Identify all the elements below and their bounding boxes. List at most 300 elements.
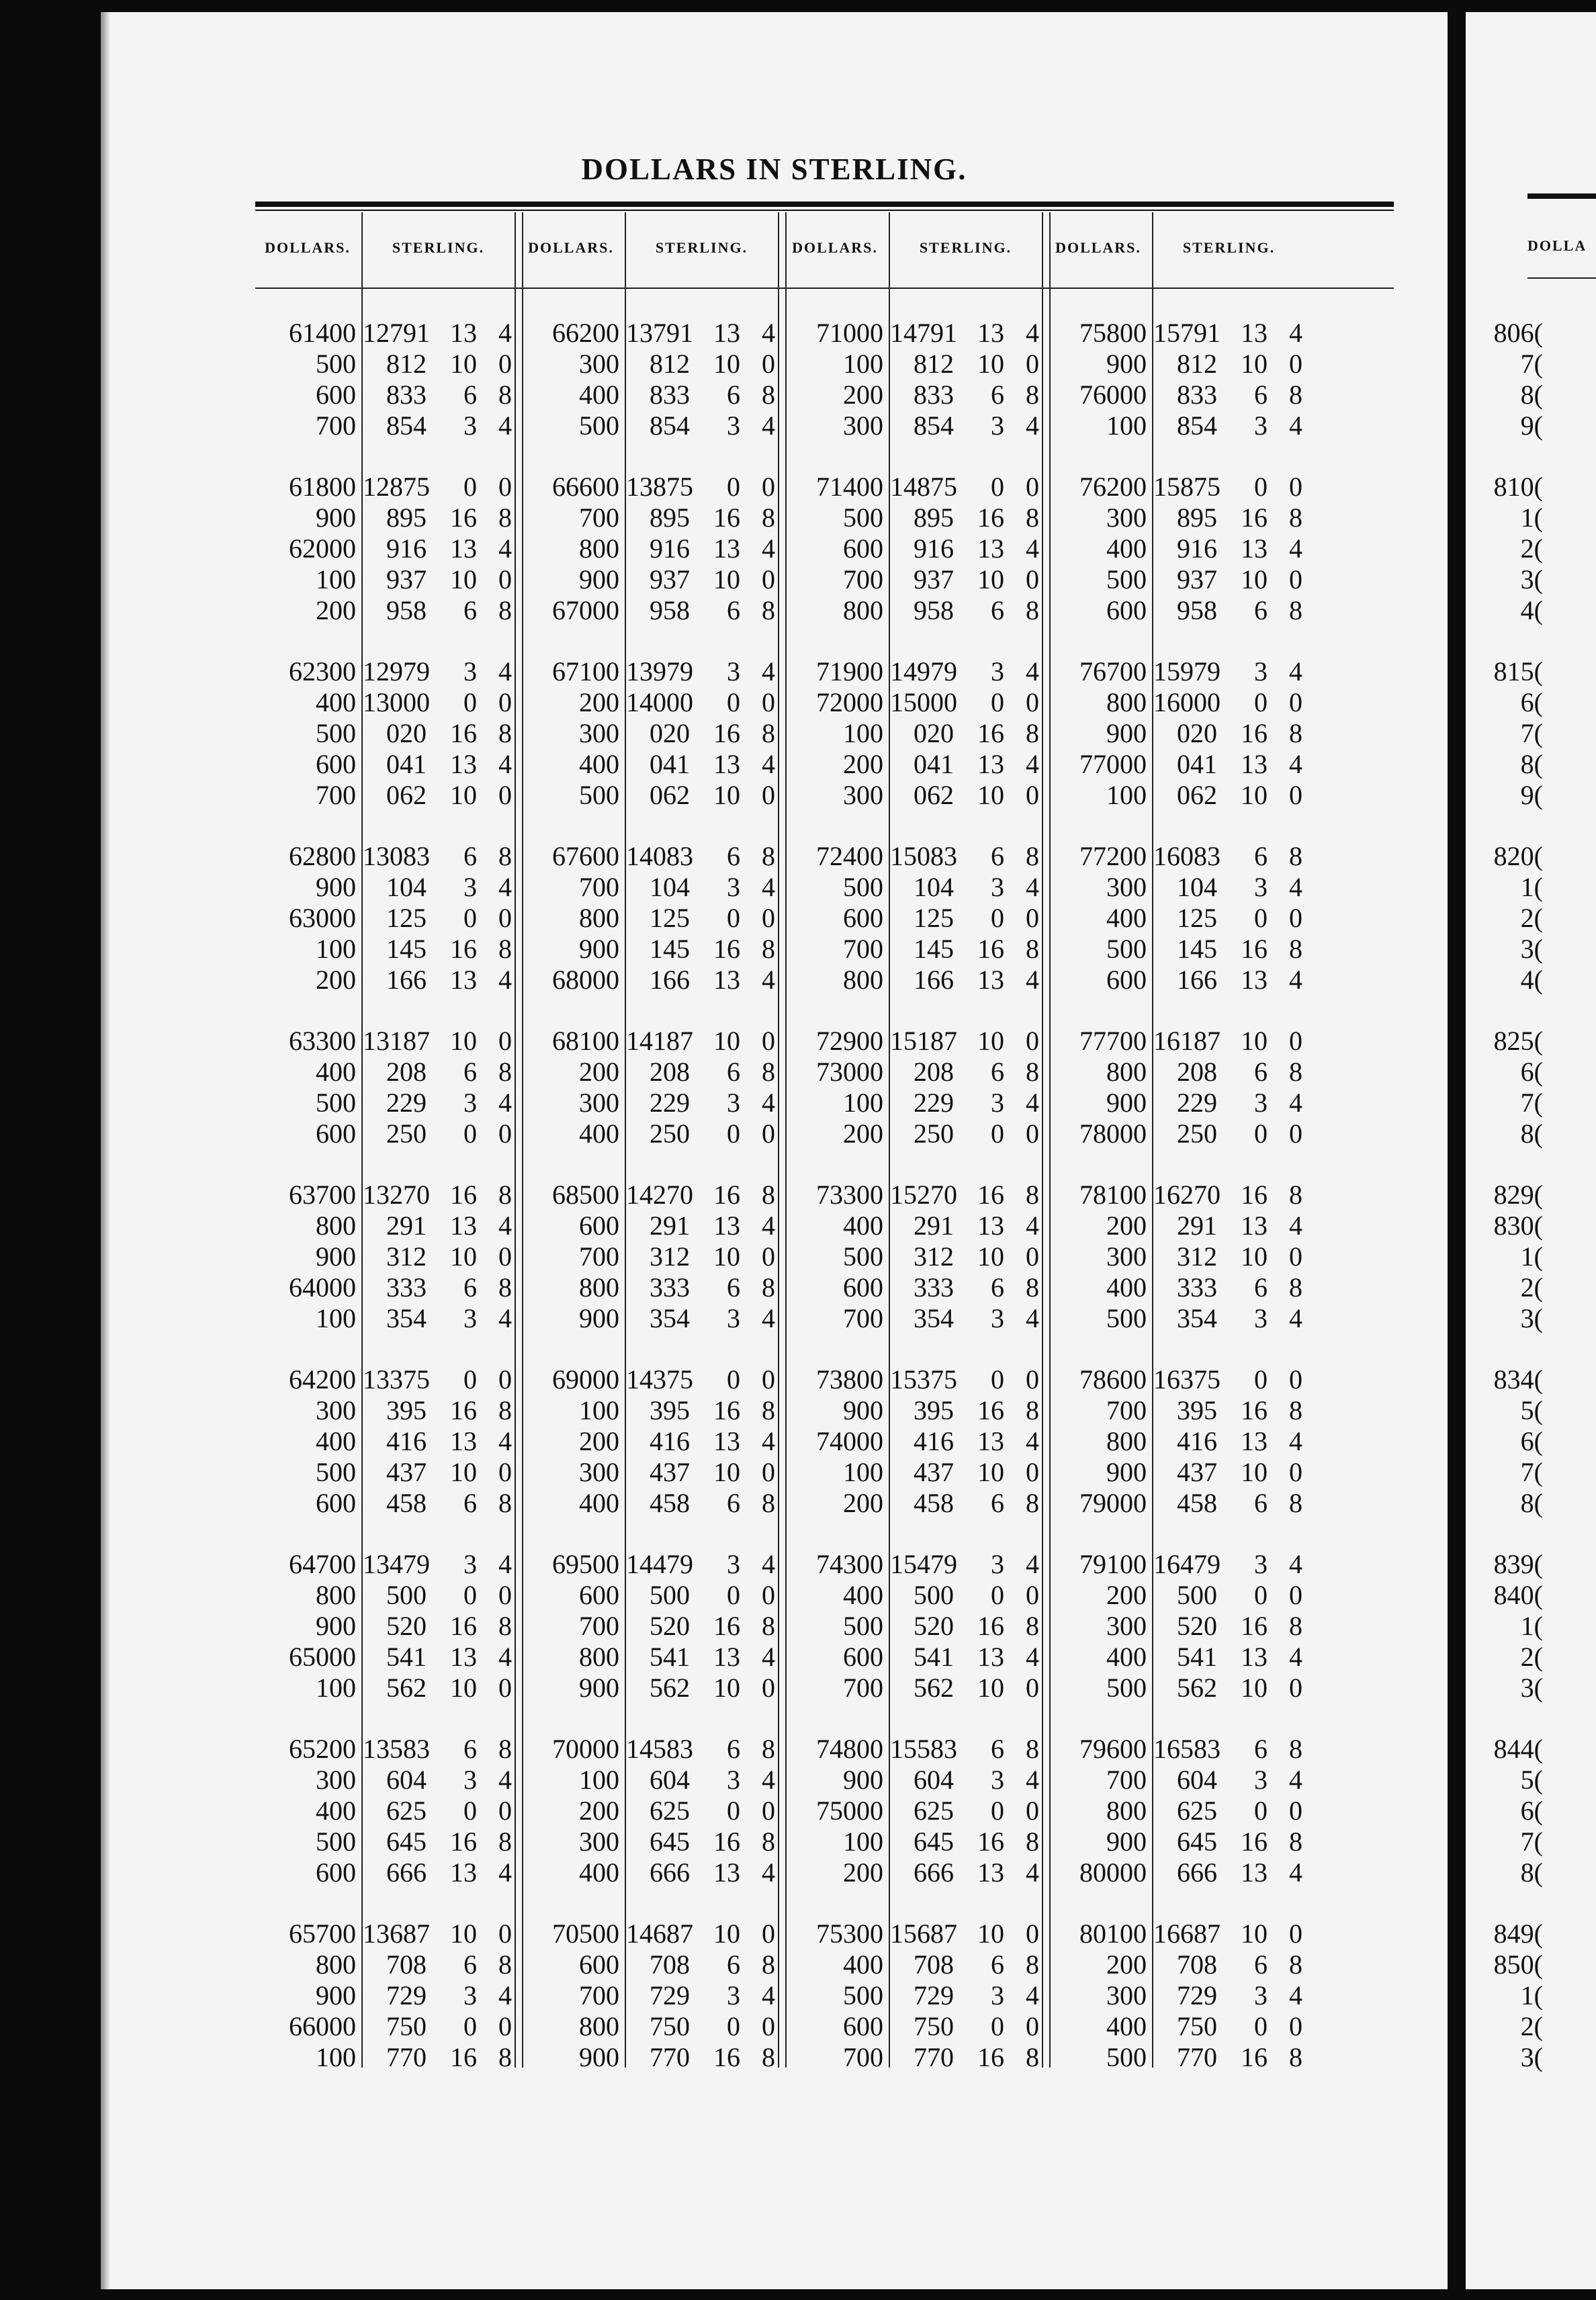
shillings-cell: 6	[463, 841, 477, 871]
shillings-cell: 3	[1254, 1980, 1268, 2010]
pence-cell: 8	[762, 2042, 775, 2072]
table-row	[101, 1765, 1448, 1796]
pounds-cell: 250	[650, 1118, 690, 1149]
shillings-cell: 13	[1241, 1426, 1268, 1456]
shillings-cell: 3	[463, 1088, 477, 1118]
shillings-cell: 3	[991, 1303, 1004, 1333]
shillings-cell: 10	[1241, 564, 1268, 594]
shillings-cell: 16	[713, 2042, 740, 2072]
next-page-row-group	[1466, 1364, 1543, 1519]
column-divider	[361, 212, 363, 2068]
next-page-dollars-cell: 4(	[1520, 965, 1543, 995]
dollars-cell: 500	[843, 872, 883, 902]
pence-cell: 8	[1289, 595, 1302, 625]
dollars-cell: 200	[579, 1057, 619, 1087]
pence-cell: 0	[498, 564, 512, 594]
shillings-cell: 16	[450, 1826, 477, 1857]
shillings-cell: 13	[450, 749, 477, 779]
dollars-cell: 400	[1106, 1642, 1147, 1672]
pounds-cell: 14791	[890, 318, 957, 348]
dollars-cell: 63300	[289, 1026, 356, 1056]
next-page-row-group	[1466, 1734, 1543, 1888]
pence-cell: 4	[1026, 1549, 1039, 1579]
pounds-cell: 14083	[626, 841, 693, 871]
pence-cell: 4	[1289, 318, 1302, 348]
pence-cell: 4	[498, 1642, 512, 1672]
pounds-cell: 14187	[626, 1026, 693, 1056]
shillings-cell: 16	[450, 1611, 477, 1641]
table-row	[101, 1457, 1448, 1488]
dollars-cell: 700	[316, 410, 356, 441]
shillings-cell: 10	[1241, 780, 1268, 810]
shillings-cell: 10	[713, 1918, 740, 1949]
pence-cell: 4	[762, 1642, 775, 1672]
dollars-cell: 100	[316, 1673, 356, 1703]
dollars-cell: 700	[579, 502, 619, 533]
dollars-cell: 77700	[1079, 1026, 1147, 1056]
shillings-cell: 0	[991, 687, 1004, 717]
pounds-cell: 645	[386, 1826, 427, 1857]
pence-cell: 8	[762, 1488, 775, 1518]
pence-cell: 4	[1289, 1549, 1302, 1579]
shillings-cell: 10	[450, 1026, 477, 1056]
pounds-cell: 541	[386, 1642, 427, 1672]
dollars-cell: 100	[316, 934, 356, 964]
shillings-cell: 0	[1254, 1580, 1268, 1610]
shillings-cell: 13	[450, 1857, 477, 1888]
pence-cell: 4	[762, 656, 775, 687]
pounds-cell: 13187	[363, 1026, 430, 1056]
pence-cell: 0	[1026, 1241, 1039, 1272]
book-page-right-edge	[1466, 12, 1596, 2289]
table-row	[101, 502, 1448, 533]
next-page-dollars-cell: 840(	[1493, 1580, 1543, 1610]
pence-cell: 8	[1289, 1057, 1302, 1087]
dollars-cell: 300	[1106, 1611, 1147, 1641]
pounds-cell: 16375	[1153, 1364, 1221, 1395]
pence-cell: 8	[1026, 841, 1039, 871]
pence-cell: 4	[1026, 1857, 1039, 1888]
dollars-cell: 65700	[289, 1918, 356, 1949]
shillings-cell: 0	[727, 1364, 740, 1395]
header-rule-thick	[255, 202, 1394, 207]
pence-cell: 4	[1026, 1303, 1039, 1333]
dollars-cell: 800	[579, 1272, 619, 1302]
dollars-cell: 800	[316, 1210, 356, 1241]
shillings-cell: 16	[1241, 1611, 1268, 1641]
dollars-cell: 62300	[289, 656, 356, 687]
shillings-cell: 13	[713, 965, 740, 995]
table-row	[101, 1118, 1448, 1149]
pounds-cell: 041	[1177, 749, 1217, 779]
pence-cell: 0	[1289, 903, 1302, 933]
dollars-cell: 100	[1106, 780, 1147, 810]
next-page-dollars-cell: 830(	[1493, 1210, 1543, 1241]
dollars-cell: 900	[843, 1765, 883, 1795]
shillings-cell: 0	[991, 903, 1004, 933]
next-page-row-group	[1466, 318, 1543, 441]
dollars-cell: 600	[843, 2011, 883, 2041]
pence-cell: 0	[498, 687, 512, 717]
pounds-cell: 333	[650, 1272, 690, 1302]
pounds-cell: 15791	[1153, 318, 1221, 348]
table-row	[101, 1272, 1448, 1303]
shillings-cell: 16	[1241, 1826, 1268, 1857]
next-page-dollars-cell: 8(	[1520, 1118, 1543, 1149]
pence-cell: 0	[498, 1580, 512, 1610]
dollars-cell: 500	[316, 1826, 356, 1857]
dollars-cell: 500	[1106, 934, 1147, 964]
shillings-cell: 10	[977, 564, 1004, 594]
dollars-cell: 68100	[552, 1026, 619, 1056]
dollars-cell: 500	[579, 780, 619, 810]
pounds-cell: 312	[650, 1241, 690, 1272]
pounds-cell: 604	[1177, 1765, 1217, 1795]
pence-cell: 8	[1289, 718, 1302, 748]
table-row	[101, 1949, 1448, 1980]
shillings-cell: 13	[713, 533, 740, 564]
pounds-cell: 812	[1177, 349, 1217, 379]
pence-cell: 4	[1026, 965, 1039, 995]
dollars-cell: 400	[579, 380, 619, 410]
dollars-cell: 65200	[289, 1734, 356, 1764]
shillings-cell: 6	[991, 1949, 1004, 1980]
pounds-cell: 13979	[626, 656, 693, 687]
dollars-cell: 100	[579, 1395, 619, 1425]
table-row	[101, 718, 1448, 749]
pounds-cell: 520	[1177, 1611, 1217, 1641]
shillings-cell: 0	[1254, 472, 1268, 502]
next-page-dollars-cell: 1(	[1520, 502, 1543, 533]
pounds-cell: 208	[650, 1057, 690, 1087]
pence-cell: 4	[1289, 1088, 1302, 1118]
pence-cell: 4	[1289, 1642, 1302, 1672]
pounds-cell: 770	[650, 2042, 690, 2072]
pounds-cell: 208	[1177, 1057, 1217, 1087]
dollars-cell: 61400	[289, 318, 356, 348]
shillings-cell: 3	[463, 872, 477, 902]
dollars-cell: 72400	[816, 841, 883, 871]
shillings-cell: 13	[977, 965, 1004, 995]
pounds-cell: 416	[914, 1426, 954, 1456]
table-row	[101, 380, 1448, 410]
shillings-cell: 10	[713, 1673, 740, 1703]
header-rule-thin	[255, 210, 1394, 211]
pounds-cell: 395	[914, 1395, 954, 1425]
pounds-cell: 604	[386, 1765, 427, 1795]
pounds-cell: 770	[386, 2042, 427, 2072]
pence-cell: 0	[1026, 780, 1039, 810]
dollars-cell: 100	[316, 564, 356, 594]
shillings-cell: 3	[1254, 1088, 1268, 1118]
pounds-cell: 854	[1177, 410, 1217, 441]
pounds-cell: 500	[650, 1580, 690, 1610]
pounds-cell: 14875	[890, 472, 957, 502]
next-page-dollars-cell: 3(	[1520, 934, 1543, 964]
pence-cell: 8	[1026, 718, 1039, 748]
shillings-cell: 6	[1254, 1057, 1268, 1087]
pounds-cell: 166	[386, 965, 427, 995]
pence-cell: 4	[1289, 965, 1302, 995]
pence-cell: 8	[762, 502, 775, 533]
shillings-cell: 13	[1241, 1210, 1268, 1241]
pounds-cell: 312	[386, 1241, 427, 1272]
pence-cell: 4	[498, 872, 512, 902]
pence-cell: 4	[498, 656, 512, 687]
pounds-cell: 291	[1177, 1210, 1217, 1241]
pounds-cell: 833	[1177, 380, 1217, 410]
sterling-header: STERLING.	[392, 239, 485, 256]
next-page-dollars-cell: 4(	[1520, 595, 1543, 625]
pounds-cell: 729	[386, 1980, 427, 2010]
pounds-cell: 541	[650, 1642, 690, 1672]
pounds-cell: 958	[386, 595, 427, 625]
dollars-cell: 600	[843, 533, 883, 564]
next-page-dollars-cell: 7(	[1520, 1457, 1543, 1487]
shillings-cell: 6	[463, 595, 477, 625]
shillings-cell: 16	[977, 2042, 1004, 2072]
pence-cell: 8	[498, 1949, 512, 1980]
pence-cell: 4	[762, 872, 775, 902]
dollars-cell: 67600	[552, 841, 619, 871]
shillings-cell: 10	[977, 780, 1004, 810]
pence-cell: 0	[762, 1026, 775, 1056]
pounds-cell: 13000	[363, 687, 430, 717]
shillings-cell: 0	[991, 472, 1004, 502]
dollars-cell: 900	[1106, 1457, 1147, 1487]
dollars-cell: 900	[316, 1980, 356, 2010]
dollars-cell: 900	[316, 1241, 356, 1272]
pounds-cell: 708	[914, 1949, 954, 1980]
pounds-cell: 15270	[890, 1180, 957, 1210]
shillings-cell: 16	[713, 1611, 740, 1641]
next-page-row-group	[1466, 1026, 1543, 1149]
shillings-cell: 16	[1241, 502, 1268, 533]
pounds-cell: 812	[650, 349, 690, 379]
pounds-cell: 916	[650, 533, 690, 564]
shillings-cell: 10	[450, 780, 477, 810]
pence-cell: 0	[1026, 472, 1039, 502]
shillings-cell: 3	[991, 1088, 1004, 1118]
shillings-cell: 13	[450, 1210, 477, 1241]
pence-cell: 8	[1026, 1057, 1039, 1087]
pounds-cell: 13479	[363, 1549, 430, 1579]
table-row	[101, 1918, 1448, 1949]
pence-cell: 0	[1026, 1026, 1039, 1056]
pounds-cell: 854	[386, 410, 427, 441]
pounds-cell: 14687	[626, 1918, 693, 1949]
pounds-cell: 166	[914, 965, 954, 995]
shillings-cell: 6	[991, 595, 1004, 625]
pounds-cell: 229	[650, 1088, 690, 1118]
shillings-cell: 0	[991, 1796, 1004, 1826]
pence-cell: 0	[1289, 472, 1302, 502]
dollars-cell: 70500	[552, 1918, 619, 1949]
dollars-cell: 200	[1106, 1210, 1147, 1241]
dollars-cell: 400	[843, 1210, 883, 1241]
shillings-cell: 3	[1254, 1303, 1268, 1333]
pounds-cell: 16687	[1153, 1918, 1221, 1949]
pence-cell: 4	[1289, 872, 1302, 902]
dollars-cell: 600	[316, 1488, 356, 1518]
dollars-cell: 72900	[816, 1026, 883, 1056]
next-page-dollars-cell: 8(	[1520, 1488, 1543, 1518]
pounds-cell: 562	[1177, 1673, 1217, 1703]
pounds-cell: 062	[386, 780, 427, 810]
shillings-cell: 13	[977, 1426, 1004, 1456]
table-row	[101, 1088, 1448, 1118]
shillings-cell: 13	[977, 1210, 1004, 1241]
pounds-cell: 104	[386, 872, 427, 902]
shillings-cell: 6	[463, 1734, 477, 1764]
pounds-cell: 895	[386, 502, 427, 533]
dollars-cell: 800	[579, 2011, 619, 2041]
pounds-cell: 250	[914, 1118, 954, 1149]
shillings-cell: 16	[977, 718, 1004, 748]
pounds-cell: 645	[914, 1826, 954, 1857]
dollars-cell: 500	[1106, 564, 1147, 594]
shillings-cell: 13	[1241, 318, 1268, 348]
pounds-cell: 729	[1177, 1980, 1217, 2010]
pounds-cell: 437	[914, 1457, 954, 1487]
pounds-cell: 916	[914, 533, 954, 564]
pounds-cell: 15979	[1153, 656, 1221, 687]
shillings-cell: 10	[713, 1241, 740, 1272]
dollars-cell: 200	[843, 1118, 883, 1149]
dollars-cell: 700	[1106, 1395, 1147, 1425]
shillings-cell: 0	[463, 2011, 477, 2041]
dollars-cell: 63000	[289, 903, 356, 933]
dollars-cell: 900	[843, 1395, 883, 1425]
dollars-cell: 900	[316, 502, 356, 533]
pence-cell: 8	[498, 1734, 512, 1764]
shillings-cell: 10	[977, 1673, 1004, 1703]
dollars-cell: 500	[316, 1088, 356, 1118]
shillings-cell: 3	[463, 1549, 477, 1579]
next-page-row-group	[1466, 1180, 1543, 1334]
pounds-cell: 020	[386, 718, 427, 748]
pence-cell: 4	[762, 965, 775, 995]
pence-cell: 8	[498, 1488, 512, 1518]
pence-cell: 0	[498, 1241, 512, 1272]
table-row	[101, 749, 1448, 780]
shillings-cell: 16	[1241, 2042, 1268, 2072]
pence-cell: 0	[498, 1918, 512, 1949]
pence-cell: 0	[762, 1918, 775, 1949]
dollars-cell: 400	[579, 1118, 619, 1149]
pounds-cell: 708	[650, 1949, 690, 1980]
pounds-cell: 833	[386, 380, 427, 410]
pence-cell: 0	[762, 472, 775, 502]
pounds-cell: 937	[650, 564, 690, 594]
dollars-cell: 63700	[289, 1180, 356, 1210]
pence-cell: 0	[1026, 1457, 1039, 1487]
page-title: DOLLARS IN STERLING.	[581, 152, 967, 186]
dollars-cell: 600	[843, 903, 883, 933]
pounds-cell: 854	[914, 410, 954, 441]
shillings-cell: 13	[977, 749, 1004, 779]
shillings-cell: 3	[1254, 656, 1268, 687]
shillings-cell: 0	[1254, 1364, 1268, 1395]
next-page-dollars-cell: 6(	[1520, 1796, 1543, 1826]
dollars-cell: 400	[316, 687, 356, 717]
table-row	[101, 349, 1448, 380]
pounds-cell: 312	[914, 1241, 954, 1272]
pounds-cell: 16187	[1153, 1026, 1221, 1056]
dollars-cell: 500	[843, 1241, 883, 1272]
pence-cell: 0	[762, 687, 775, 717]
pounds-cell: 812	[914, 349, 954, 379]
pence-cell: 4	[1026, 533, 1039, 564]
next-page-dollars-cell: 9(	[1520, 410, 1543, 441]
shillings-cell: 6	[991, 1488, 1004, 1518]
header-underline	[255, 288, 1394, 289]
shillings-cell: 13	[450, 1642, 477, 1672]
dollars-cell: 66600	[552, 472, 619, 502]
row-group	[101, 1180, 1448, 1334]
pence-cell: 4	[762, 1088, 775, 1118]
next-page-dollars-cell: 844(	[1493, 1734, 1543, 1764]
pounds-cell: 625	[650, 1796, 690, 1826]
pence-cell: 4	[498, 1980, 512, 2010]
dollars-cell: 600	[579, 1949, 619, 1980]
dollars-cell: 500	[1106, 1303, 1147, 1333]
pence-cell: 0	[498, 1457, 512, 1487]
pounds-cell: 15687	[890, 1918, 957, 1949]
dollars-cell: 77200	[1079, 841, 1147, 871]
pence-cell: 0	[1026, 1580, 1039, 1610]
pence-cell: 4	[1026, 1426, 1039, 1456]
table-row	[101, 1980, 1448, 2011]
pounds-cell: 166	[1177, 965, 1217, 995]
pounds-cell: 666	[386, 1857, 427, 1888]
dollars-cell: 700	[843, 1673, 883, 1703]
pounds-cell: 13375	[363, 1364, 430, 1395]
table-row	[101, 472, 1448, 502]
table-row	[101, 965, 1448, 996]
table-row	[101, 533, 1448, 564]
row-group	[101, 1734, 1448, 1888]
dollars-header: DOLLARS.	[528, 239, 614, 256]
shillings-cell: 16	[713, 718, 740, 748]
pounds-cell: 458	[386, 1488, 427, 1518]
pence-cell: 8	[762, 841, 775, 871]
pounds-cell: 562	[386, 1673, 427, 1703]
pounds-cell: 812	[386, 349, 427, 379]
dollars-cell: 900	[1106, 1088, 1147, 1118]
pence-cell: 0	[1289, 1580, 1302, 1610]
shillings-cell: 13	[713, 1857, 740, 1888]
pounds-cell: 291	[914, 1210, 954, 1241]
next-page-dollars-cell: 7(	[1520, 1088, 1543, 1118]
pence-cell: 4	[762, 1426, 775, 1456]
dollars-cell: 700	[579, 872, 619, 902]
shillings-cell: 10	[713, 1457, 740, 1487]
shillings-cell: 6	[463, 1057, 477, 1087]
pounds-cell: 16479	[1153, 1549, 1221, 1579]
dollars-cell: 300	[843, 780, 883, 810]
dollars-cell: 80000	[1079, 1857, 1147, 1888]
shillings-cell: 3	[727, 656, 740, 687]
pounds-cell: 500	[1177, 1580, 1217, 1610]
dollars-cell: 68500	[552, 1180, 619, 1210]
shillings-cell: 6	[463, 1272, 477, 1302]
pence-cell: 4	[1026, 1642, 1039, 1672]
pence-cell: 8	[1026, 934, 1039, 964]
pounds-cell: 13583	[363, 1734, 430, 1764]
pence-cell: 4	[1289, 1210, 1302, 1241]
pence-cell: 4	[1289, 749, 1302, 779]
